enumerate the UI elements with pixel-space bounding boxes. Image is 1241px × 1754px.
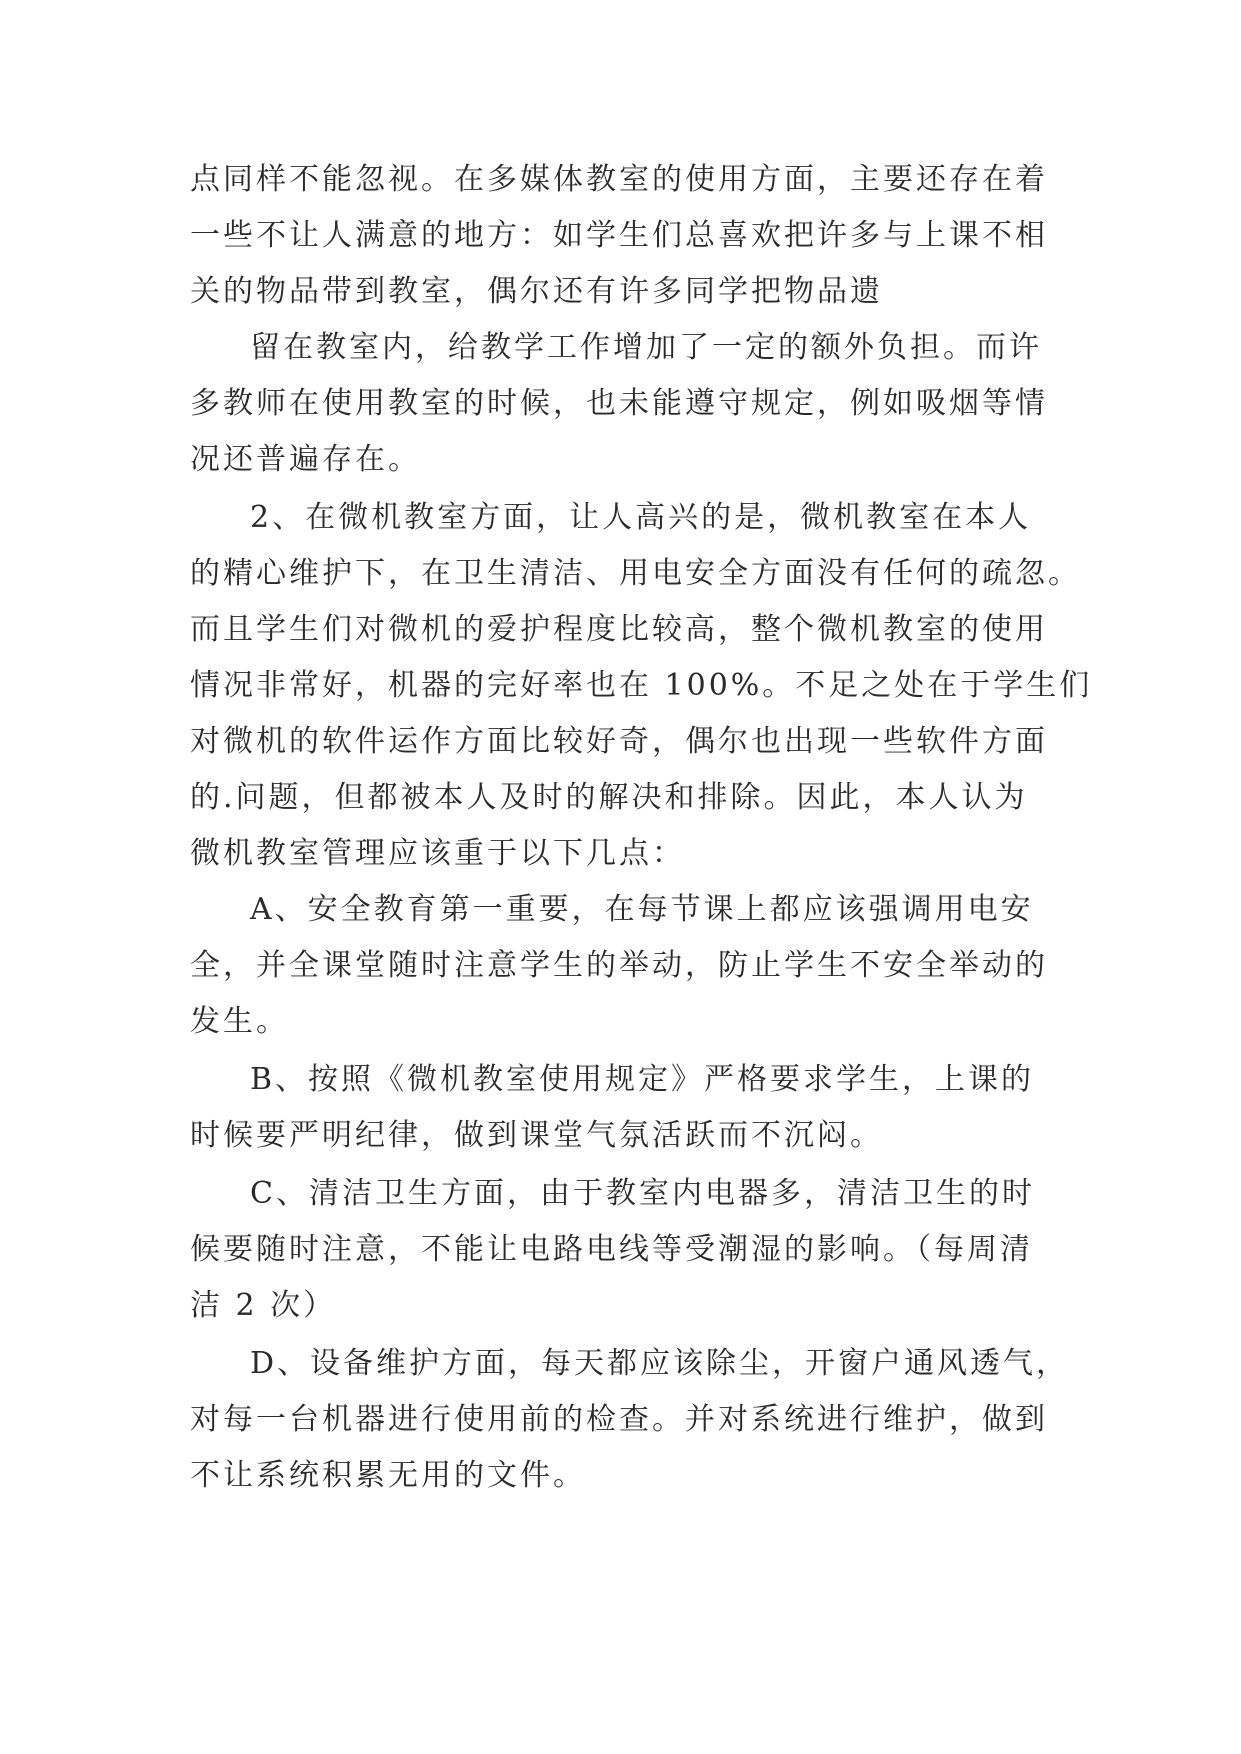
text-line: 的精心维护下，在卫生清洁、用电安全方面没有任何的疏忽。 bbox=[190, 556, 1081, 591]
text-line: 候要随时注意，不能让电路电线等受潮湿的影响。（每周清 bbox=[190, 1232, 1033, 1267]
text-line: 情况非常好，机器的完好率也在 100%。不足之处在于学生们 bbox=[190, 668, 1093, 703]
text-line: 不让系统积累无用的文件。 bbox=[190, 1458, 586, 1493]
text-line: 留在教室内，给教学工作增加了一定的额外负担。而许 bbox=[250, 330, 1042, 365]
text-line: 而且学生们对微机的爱护程度比较高，整个微机教室的使用 bbox=[190, 612, 1048, 647]
text-line: A、安全教育第一重要，在每节课上都应该强调用电安 bbox=[250, 892, 1034, 927]
text-line: 洁 2 次） bbox=[190, 1288, 337, 1323]
text-line: 对微机的软件运作方面比较好奇，偶尔也出现一些软件方面 bbox=[190, 724, 1048, 759]
text-line: 微机教室管理应该重于以下几点： bbox=[190, 836, 685, 871]
text-line: 点同样不能忽视。在多媒体教室的使用方面，主要还存在着 bbox=[190, 162, 1048, 197]
text-line: 全，并全课堂随时注意学生的举动，防止学生不安全举动的 bbox=[190, 948, 1048, 983]
text-line: 的.问题，但都被本人及时的解决和排除。因此，本人认为 bbox=[190, 780, 1028, 815]
text-line: C、清洁卫生方面，由于教室内电器多，清洁卫生的时 bbox=[250, 1176, 1035, 1211]
text-line: 况还普遍存在。 bbox=[190, 442, 421, 477]
text-line: D、设备维护方面，每天都应该除尘，开窗户通风透气， bbox=[250, 1346, 1070, 1381]
text-line: B、按照《微机教室使用规定》严格要求学生，上课的 bbox=[250, 1062, 1035, 1097]
text-line: 时候要严明纪律，做到课堂气氛活跃而不沉闷。 bbox=[190, 1118, 883, 1153]
text-line: 2、在微机教室方面，让人高兴的是，微机教室在本人 bbox=[250, 500, 1032, 535]
text-line: 发生。 bbox=[190, 1004, 289, 1039]
text-line: 多教师在使用教室的时候，也未能遵守规定，例如吸烟等情 bbox=[190, 386, 1048, 421]
text-line: 一些不让人满意的地方：如学生们总喜欢把许多与上课不相 bbox=[190, 218, 1048, 253]
text-line: 对每一台机器进行使用前的检查。并对系统进行维护，做到 bbox=[190, 1402, 1048, 1437]
text-line: 关的物品带到教室，偶尔还有许多同学把物品遗 bbox=[190, 274, 883, 309]
